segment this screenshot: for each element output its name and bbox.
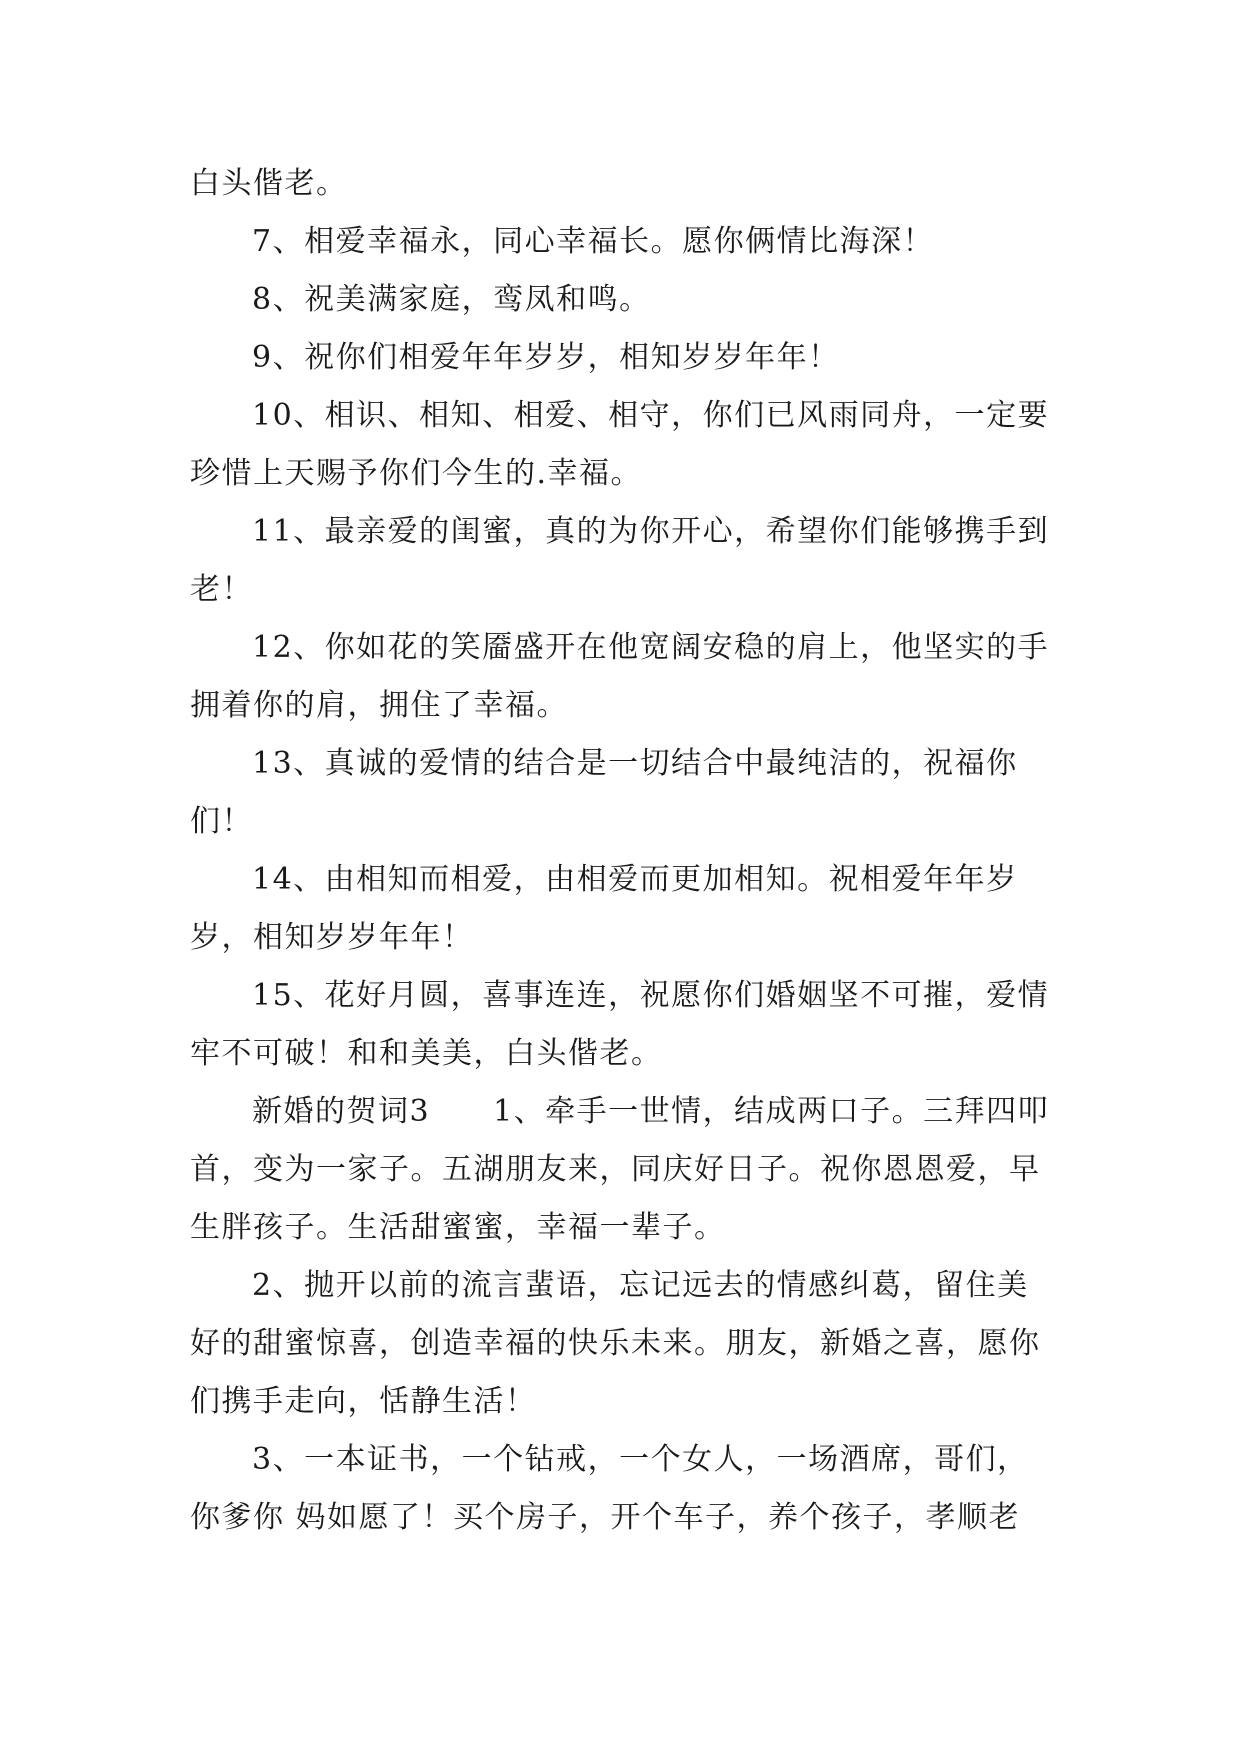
wish-item-7: 7、相爱幸福永，同心幸福长。愿你俩情比海深！ [252, 224, 935, 259]
wish-item-14: 14、由相知而相爱，由相爱而更加相知。祝相爱年年岁岁，相知岁岁年年！ [190, 862, 1018, 955]
wish-item-12: 12、你如花的笑靥盛开在他宽阔安稳的肩上，他坚实的手拥着你的肩，拥住了幸福。 [190, 630, 1050, 723]
wish-item-10: 10、相识、相知、相爱、相守，你们已风雨同舟，一定要珍惜上天赐予你们今生的.幸福。 [190, 398, 1050, 491]
section-3-item-3: 3、一本证书，一个钻戒，一个女人，一场酒席，哥们，你爹你 妈如愿了！买个房子，开个车子，养个孩子，孝顺老 [190, 1442, 1029, 1535]
document-body [190, 155, 1060, 1547]
wish-item-8: 8、祝美满家庭，鸾凤和鸣。 [252, 282, 651, 317]
wish-item-13: 13、真诚的爱情的结合是一切结合中最纯洁的，祝福你们！ [190, 746, 1018, 839]
wish-item-15: 15、花好月圆，喜事连连，祝愿你们婚姻坚不可摧，爱情牢不可破！和和美美，白头偕老。 [190, 978, 1050, 1071]
section-3-item-1: 新婚的贺词3 1、牵手一世情，结成两口子。三拜四叩首，变为一家子。五湖朋友来，同庆好日子。祝你恩恩爱，早生胖孩子。生活甜蜜蜜，幸福一辈子。 [190, 1094, 1050, 1245]
section-3-item-2: 2、抛开以前的流言蜚语，忘记远去的情感纠葛，留住美好的甜蜜惊喜，创造幸福的快乐未来。朋友，新婚之喜，愿你们携手走向，恬静生活！ [190, 1268, 1041, 1419]
wish-item-9: 9、祝你们相爱年年岁岁，相知岁岁年年！ [252, 340, 840, 375]
wish-item-11: 11、最亲爱的闺蜜，真的为你开心，希望你们能够携手到老！ [190, 514, 1050, 607]
paragraph-continuation: 白头偕老。 [190, 166, 348, 201]
